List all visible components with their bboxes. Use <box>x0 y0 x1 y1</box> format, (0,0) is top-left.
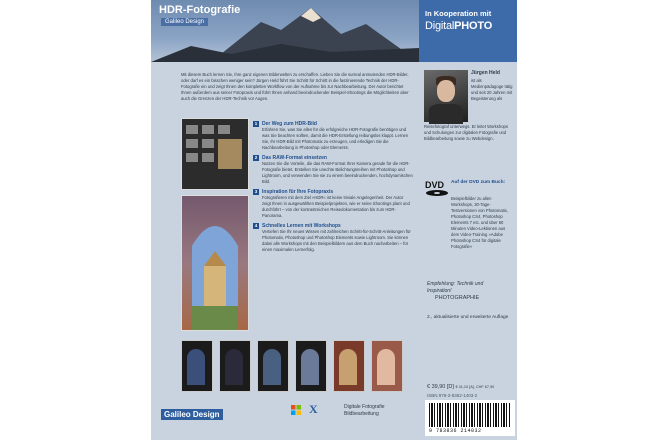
thumbnail-large <box>218 139 242 169</box>
price-main: € 39,90 [D] <box>427 384 454 390</box>
thumbnail <box>186 125 198 134</box>
thumbnail-arch <box>225 349 243 385</box>
partner-logo-part1: Digital <box>425 20 455 32</box>
section-3 <box>253 189 413 219</box>
cover-header <box>151 0 517 62</box>
author-bio-2: Reisefotograf unterwegs. Er leitet Workshops und Schulungen zur digitalen Fotografie und Bildbearbeitung sowie zu Webdesign. <box>424 124 508 141</box>
category-line-2: Bildbearbeitung <box>344 411 379 417</box>
thumbnail <box>218 125 230 134</box>
thumbnail <box>202 153 214 162</box>
photo-thumbnail <box>333 340 365 392</box>
section-body: Nutzen Sie die Vorteile, die das RAW-Format Ihrer Kamera gerade für die HDR-Fotografie bietet. Erstellen Sie unechte Belichtungsreihen mit Photoshop und Lightroom, und verwenden Sie sie zu einem beeindruckenden, hochdynamischen Bild. <box>262 161 413 184</box>
review-source: PHOTOGRAPHIE <box>435 295 480 301</box>
review-quote: Empfehlung: Technik und Inspiration! <box>427 281 484 294</box>
photo-thumbnail <box>257 340 289 392</box>
thumbnail-arch <box>263 349 281 385</box>
section-number: 1 <box>254 121 258 126</box>
publisher-logo: Galileo Design <box>161 409 223 420</box>
thumbnail <box>186 139 198 148</box>
photo-thumbnail <box>371 340 403 392</box>
author-body <box>429 104 463 124</box>
svg-text:DVD: DVD <box>425 180 445 190</box>
mac-os-x-icon: X <box>309 402 318 416</box>
barcode <box>425 400 515 436</box>
edition-note: 2., aktualisierte und erweiterte Auflage <box>427 315 509 320</box>
partner-logo <box>425 20 492 32</box>
section-number: 3 <box>254 189 258 194</box>
author-face <box>437 80 455 102</box>
dvd-title: Auf der DVD zum Buch: <box>451 180 506 185</box>
arch-illustration <box>182 196 248 330</box>
section-2 <box>253 155 413 185</box>
section-1 <box>253 121 413 151</box>
photo-thumbnail <box>219 340 251 392</box>
author-bio-1: ist als Medienpädagoge tätig und seit 20 Jahren mit Begeisterung als <box>471 78 513 101</box>
section-body: Vertiefen Sie Ihr neues Wissen mit zahlreichen Schritt-für-Schritt-Anleitungen für Photomatix, Photoshop und Photoshop Elements sowie Lightroom. Sie können dabei alle Workshops mit den Beispielbildern aus dem Buch nacharbeiten – für einen maximalen Lernerfolg. <box>262 229 411 252</box>
author-name: Jürgen Held <box>471 70 500 76</box>
section-title-text: Das RAW-Format einsetzen <box>262 155 327 161</box>
section-title-text: Der Weg zum HDR-Bild <box>262 121 317 127</box>
thumbnail <box>202 139 214 148</box>
section-title-text: Inspiration für Ihre Fotopraxis <box>262 189 334 195</box>
partner-box <box>419 0 517 62</box>
section-number: 2 <box>254 155 258 160</box>
thumbnail-arch <box>301 349 319 385</box>
intro-text: Mit diesem Buch lernen Sie, Ihre ganz eigenen Bilderwelten zu erschaffen. Lieben Sie die surreal anmutenden HDR-Bilder, oder darf es ein bisschen weniger sein? Jürgen Held führt Sie Schritt für Schritt in die faszinierende Technik der HDR-Fotografie ein und zeigt Ihnen den kompletten Workflow von der Aufnahme bis zur Nachbearbeitung. Der Autor berichtet Ihnen außerdem aus seiner Fotopraxis und führt Ihnen anhand beeindruckender Beispiel-Shootings die Möglichkeiten aber auch die Grenzen der HDR-Technik vor Augen. <box>181 72 409 101</box>
windows-icon <box>291 405 301 415</box>
isbn: ISBN 978-3-8362-1403-2 <box>427 393 478 398</box>
feature-sections <box>253 117 413 253</box>
thumbnail-arch <box>377 349 395 385</box>
section-body: Erfahren Sie, was Sie alles für die erfolgreiche HDR-Fotografie benötigen und was Sie beachten sollten, damit die HDR-Erstellung reibungslos klappt. Lernen Sie, Ihr HDR-Bild mit Photomatix zu erzeugen, und erledigen Sie die Nachbearbeitung in Photoshop oder Elements. <box>262 127 409 150</box>
book-title: HDR-Fotografie <box>159 4 241 16</box>
photo-thumbnail <box>181 340 213 392</box>
price-other: € 41,10 [A], CHF 67,90 <box>455 385 495 389</box>
section-4 <box>253 223 413 253</box>
thumbnail-arch <box>339 349 357 385</box>
barcode-bars <box>429 403 511 427</box>
dvd-body: Beispielbilder zu allen Workshops, 30-Tage-Testversionen von Photomatix, Photoshop CS4, Photoshop Elements 7 etc. und über 60 Minuten Video-Lektionen aus dem Video-Training »Adobe Photoshop CS4 für digitale Fotografie« <box>451 196 509 249</box>
thumbnail-arch <box>187 349 205 385</box>
cooperation-label: In Kooperation mit <box>425 9 492 18</box>
category-label <box>344 404 385 418</box>
dvd-icon <box>424 178 450 198</box>
screenshot-photomatix <box>181 118 249 190</box>
author-photo <box>424 70 468 122</box>
price <box>427 384 494 390</box>
book-back-cover <box>151 0 517 440</box>
photo-thumbnail <box>295 340 327 392</box>
photo-arch <box>181 195 249 331</box>
category-line-1: Digitale Fotografie <box>344 404 385 410</box>
thumbnail <box>202 125 214 134</box>
section-body: Fotografieren mit dem Ziel »HDR« ist keine triviale Angelegenheit. Der Autor zeigt Ihnen in ausgewählten Beispielprojekten, wie er seine Shootings plant und durchführt – von der kontrastreichen Reisedokumentation bis zum HDR-Panorama. <box>262 195 410 218</box>
section-number: 4 <box>254 223 258 228</box>
partner-logo-part2: PHOTO <box>454 20 493 32</box>
barcode-number: 9 783836 214032 <box>429 428 482 434</box>
publisher-badge: Galileo Design <box>161 18 208 26</box>
section-title-text: Schnelles Lernen mit Workshops <box>262 223 341 229</box>
thumbnail <box>186 153 198 162</box>
